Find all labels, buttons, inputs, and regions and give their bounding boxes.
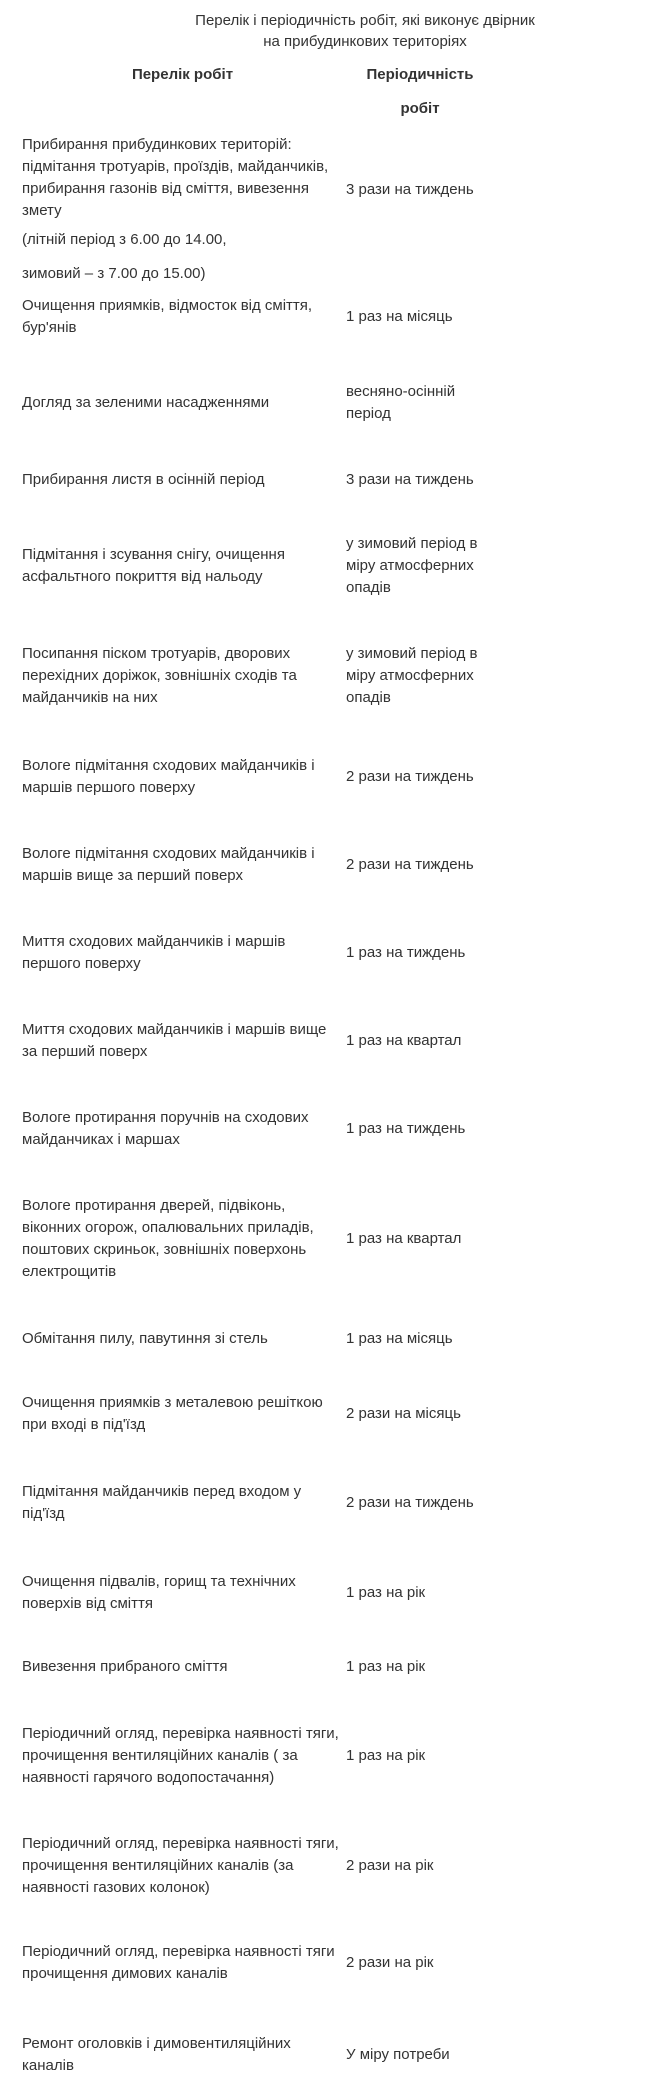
work-description: Догляд за зеленими насадженнями [22,394,270,411]
work-description: Миття сходових майданчиків і маршів вище за перший поверх [22,1021,327,1060]
column-header-periodicity-line2: робіт [400,100,440,117]
work-periodicity: у зимовий період в міру атмосферних опадів [346,535,478,596]
work-periodicity: У міру потреби [346,2046,450,2063]
column-header-periodicity-line1: Періодичність [366,66,474,83]
work-periodicity: 2 рази на рік [346,1954,434,1971]
document-title: Перелік і періодичність робіт, які виконує двірник на прибудинкових територіях [195,12,535,50]
work-periodicity: 1 раз на квартал [346,1032,462,1049]
work-description: Вологе протирання поручнів на сходових майданчиках і маршах [22,1109,309,1148]
work-periodicity: 1 раз на тиждень [346,1120,466,1137]
work-description: Очищення приямків з металевою решіткою при вході в під'їзд [22,1394,323,1433]
work-description: Посипання піском тротуарів, дворових перехідних доріжок, зовнішніх сходів та майданчиків на них [22,645,297,706]
work-periodicity: 1 раз на рік [346,1584,426,1601]
schedule-note-summer: (літній період з 6.00 до 14.00, [22,231,227,248]
work-description: Прибирання листя в осінній період [22,471,265,488]
work-description: Обмітання пилу, павутиння зі стель [22,1330,268,1347]
work-periodicity: 1 раз на місяць [346,1330,453,1347]
work-description: Періодичний огляд, перевірка наявності тяги, прочищення вентиляційних каналів ( за наявності гарячого водопостачання) [22,1725,339,1786]
work-description: Підмітання і зсування снігу, очищення асфальтного покриття від нальоду [22,546,285,585]
work-periodicity: 2 рази на тиждень [346,768,474,785]
work-periodicity: весняно-осінній період [346,383,456,422]
work-description: Вологе підмітання сходових майданчиків і маршів вище за перший поверх [22,845,315,884]
work-periodicity: 3 рази на тиждень [346,181,474,198]
work-description: Очищення приямків, відмосток від сміття, бур'янів [22,297,313,336]
work-periodicity: 2 рази на тиждень [346,856,474,873]
work-periodicity: 1 раз на місяць [346,308,453,325]
work-description: Вивезення прибраного сміття [22,1658,228,1675]
work-periodicity: 1 раз на рік [346,1658,426,1675]
work-description: Підмітання майданчиків перед входом у під'їзд [22,1483,302,1522]
work-description: Ремонт оголовків і димовентиляційних каналів [22,2035,291,2074]
work-periodicity: 1 раз на рік [346,1747,426,1764]
work-description: Прибирання прибудинкових територій: підмітання тротуарів, проїздів, майданчиків, прибирання газонів від сміття, вивезення змету [22,136,329,219]
work-description: Вологе підмітання сходових майданчиків і маршів першого поверху [22,757,315,796]
work-periodicity: 2 рази на місяць [346,1405,461,1422]
work-periodicity: 2 рази на рік [346,1857,434,1874]
work-description: Миття сходових майданчиків і маршів першого поверху [22,933,286,972]
work-periodicity: 2 рази на тиждень [346,1494,474,1511]
work-periodicity: у зимовий період в міру атмосферних опадів [346,645,478,706]
work-periodicity: 1 раз на квартал [346,1230,462,1247]
work-periodicity: 1 раз на тиждень [346,944,466,961]
column-header-work: Перелік робіт [131,66,234,83]
work-description: Очищення підвалів, горищ та технічних поверхів від сміття [22,1573,296,1612]
column-header-periodicity [345,64,495,120]
work-periodicity: 3 рази на тиждень [346,471,474,488]
work-description: Періодичний огляд, перевірка наявності тяги, прочищення вентиляційних каналів (за наявності газових колонок) [22,1835,339,1896]
schedule-note-winter: зимовий – з 7.00 до 15.00) [22,265,206,282]
work-description: Періодичний огляд, перевірка наявності тяги прочищення димових каналів [22,1943,335,1982]
work-description: Вологе протирання дверей, підвіконь, віконних огорож, опалювальних приладів, поштових скриньок, зовнішніх поверхонь електрощитів [22,1197,314,1280]
